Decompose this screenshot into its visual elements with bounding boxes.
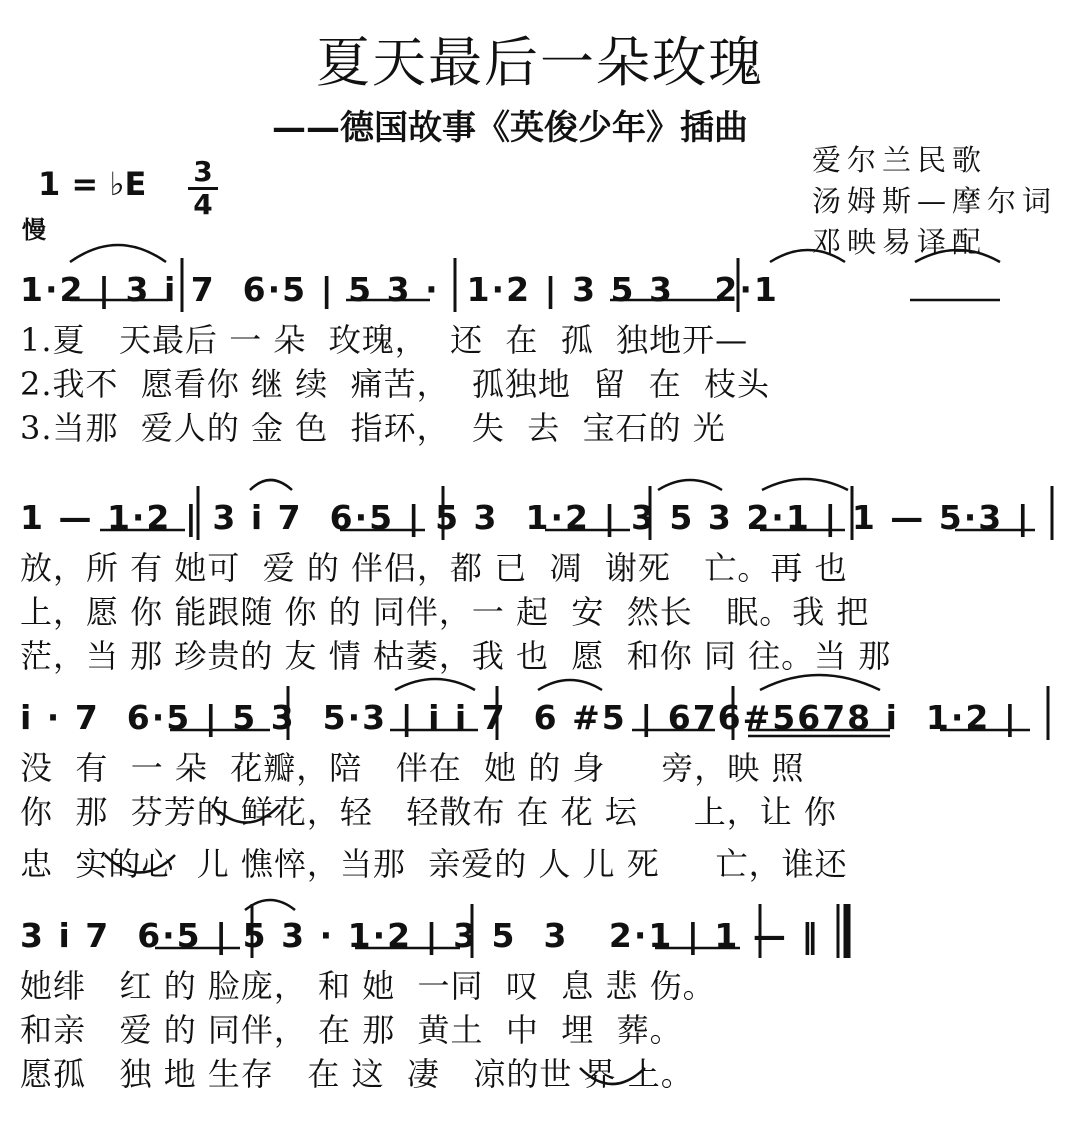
lyric-verse-1: 她绯 红 的 脸庞， 和 她 一同 叹 息 悲 伤。 — [20, 967, 716, 1005]
notation-line: 1 — 1·2 | 3 i 7 6·5 | 5 3 1·2 | 3 5 3 2·1 | 1 — 5·3 | — [20, 498, 1031, 537]
song-title: 夏天最后一朵玫瑰 — [316, 31, 764, 94]
credit-translator: 邓映易译配 — [812, 225, 988, 259]
credit-origin: 爱尔兰民歌 — [812, 143, 988, 177]
tempo-marking: 慢 — [22, 216, 46, 244]
bar-lines — [182, 258, 1052, 958]
lyric-verse-1: 1.夏 天最后 一 朵 玫瑰， 还 在 孤 独地开— — [20, 321, 749, 359]
notation-line: i · 7 6·5 | 5 3 5·3 | i i 7 6 #5 | 676#5678 i 1·2 | — [20, 698, 1018, 737]
slur — [395, 679, 475, 690]
time-signature-bottom: 4 — [193, 188, 213, 221]
slur — [762, 479, 848, 490]
beams — [70, 300, 1035, 948]
lyric-verse-2: 上，愿 你 能跟随 你 的 同伴，一 起 安 然长 眠。我 把 — [20, 593, 870, 631]
slur — [770, 250, 845, 262]
notation-line: 3 i 7 6·5 | 5 3 · 1·2 | 3 5 3 2·1 | 1 — ‖ — [20, 916, 820, 955]
slur — [760, 675, 880, 690]
lyric-verse-3: 愿孤 独 地 生存 在 这 凄 凉的世 界 上。 — [20, 1055, 694, 1093]
lyric-verse-2: 你 那 芬芳的 鲜花，轻 轻散布 在 花 坛 上，让 你 — [20, 793, 837, 831]
lyric-verse-1: 没 有 一 朵 花瓣，陪 伴在 她 的 身 旁，映 照 — [20, 749, 805, 787]
slur — [212, 805, 280, 823]
lyric-verse-2: 和亲 爱 的 同伴， 在 那 黄土 中 埋 葬。 — [20, 1011, 683, 1049]
song-subtitle: ——德国故事《英俊少年》插曲 — [272, 108, 748, 148]
lyric-verse-3: 3.当那 爱人的 金 色 指环， 失 去 宝石的 光 — [20, 409, 726, 447]
slur — [915, 250, 1000, 262]
lyric-verse-3: 忠 实的心 儿 憔悴，当那 亲爱的 人 儿 死 亡，谁还 — [20, 845, 848, 883]
slur — [70, 245, 166, 262]
slur — [105, 855, 175, 873]
slur — [250, 480, 292, 490]
lyric-verse-3: 茫，当 那 珍贵的 友 情 枯萎，我 也 愿 和你 同 往。当 那 — [20, 637, 892, 675]
slur — [658, 480, 722, 490]
lyric-verse-1: 放，所 有 她可 爱 的 伴侣，都 已 凋 谢死 亡。再 也 — [20, 549, 848, 587]
key-signature: 1 = ♭E — [38, 165, 147, 203]
lyric-verse-2: 2.我不 愿看你 继 续 痛苦， 孤独地 留 在 枝头 — [20, 365, 770, 403]
time-signature-top: 3 — [193, 155, 213, 188]
credit-lyricist: 汤姆斯—摩尔词 — [812, 184, 1058, 218]
notation-line: 1·2 | 3 i 7 6·5 | 5 3 · 1·2 | 3 5 3 2·1 — [20, 270, 779, 309]
slur — [580, 1068, 645, 1084]
slurs — [70, 245, 1000, 1084]
slur — [538, 680, 602, 690]
